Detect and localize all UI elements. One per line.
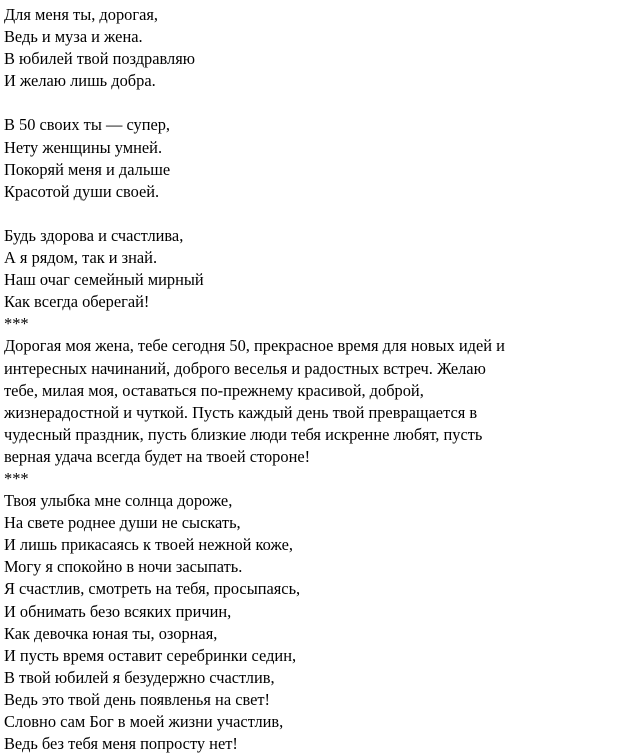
greeting-document xyxy=(4,4,614,755)
poem-1 xyxy=(4,4,614,313)
poem-line: На свете роднее души не сыскать, xyxy=(4,513,241,533)
poem-line: Я счастлив, смотреть на тебя, просыпаясь, xyxy=(4,579,301,599)
poem-line: Как всегда оберегай! xyxy=(4,292,150,312)
prose-line: Дорогая моя жена, тебе сегодня 50, прекрасное время для новых идей и xyxy=(4,336,505,356)
stanza-1 xyxy=(4,4,614,92)
prose-line: жизнерадостной и чуткой. Пусть каждый день твой превращается в xyxy=(4,402,478,422)
poem-line: И лишь прикасаясь к твоей нежной коже, xyxy=(4,535,293,555)
poem-line: Словно сам Бог в моей жизни участлив, xyxy=(4,712,284,731)
poem-line: А я рядом, так и знай. xyxy=(4,248,158,268)
poem-line: Ведь без тебя меня попросту нет! xyxy=(4,734,238,754)
poem-line: Покоряй меня и дальше xyxy=(4,159,171,179)
stanza-gap xyxy=(4,203,614,225)
poem-line: Могу я спокойно в ночи засыпать. xyxy=(4,557,243,577)
poem-line: В 50 своих ты — супер, xyxy=(4,115,171,135)
stanza-3 xyxy=(4,225,614,313)
poem-line: И обнимать безо всяких причин, xyxy=(4,601,232,621)
poem-line: В юбилей твой поздравляю xyxy=(4,49,196,69)
poem-line: Для меня ты, дорогая, xyxy=(4,5,158,24)
prose-line: интересных начинаний, доброго веселья и радостных встреч. Желаю xyxy=(4,358,486,378)
section-separator-2: *** xyxy=(4,468,29,488)
poem-line: В твой юбилей я безудержно счастлив, xyxy=(4,667,275,687)
poem-line: Будь здорова и счастлива, xyxy=(4,225,184,245)
poem-line: Ведь и муза и жена. xyxy=(4,27,143,47)
poem-line: Ведь это твой день появленья на свет! xyxy=(4,689,271,709)
poem-line: Твоя улыбка мне солнца дороже, xyxy=(4,491,233,511)
prose-line: чудесный праздник, пусть близкие люди тебя искренне любят, пусть xyxy=(4,424,483,444)
prose-line: верная удача всегда будет на твоей стороне! xyxy=(4,446,311,466)
section-separator-1: *** xyxy=(4,314,29,334)
poem-line: Наш очаг семейный мирный xyxy=(4,270,204,290)
poem-line: И пусть время оставит серебринки седин, xyxy=(4,645,297,665)
poem-line: Как девочка юная ты, озорная, xyxy=(4,623,218,643)
poem-2 xyxy=(4,490,614,755)
prose-greeting xyxy=(4,335,614,468)
stanza-2 xyxy=(4,114,614,202)
poem-line: Красотой души своей. xyxy=(4,181,160,201)
poem-line: Нету женщины умней. xyxy=(4,137,163,157)
stanza-gap xyxy=(4,92,614,114)
poem-line: И желаю лишь добра. xyxy=(4,71,156,91)
prose-line: тебе, милая моя, оставаться по-прежнему красивой, доброй, xyxy=(4,380,424,400)
